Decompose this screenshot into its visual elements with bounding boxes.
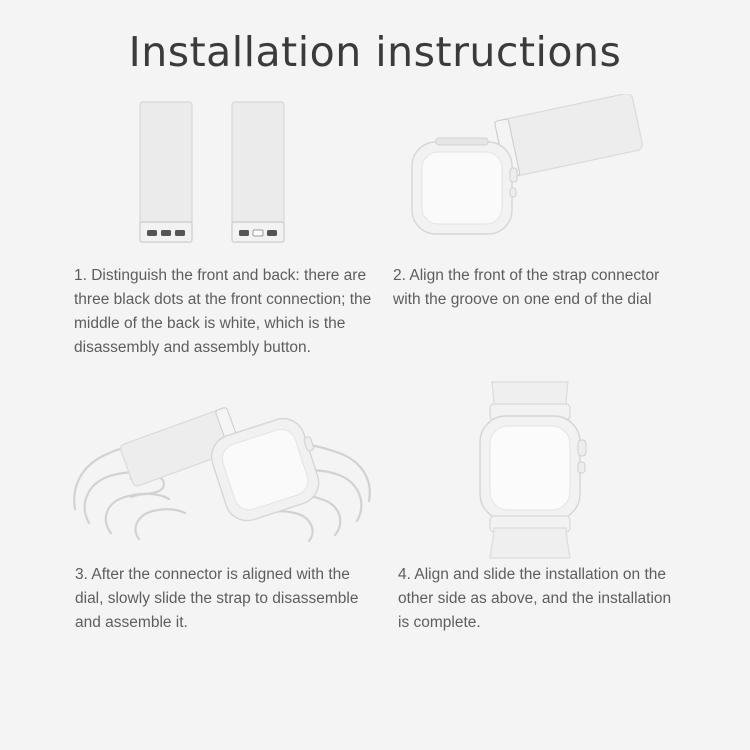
step-1 [66, 94, 378, 360]
step-2-illustration [378, 94, 690, 264]
step-4-illustration [378, 378, 690, 563]
step-4 [378, 378, 690, 635]
hands-sliding-strap-icon [67, 381, 377, 561]
completed-watch-icon [384, 378, 684, 563]
steps-grid [0, 94, 750, 635]
step-3 [66, 378, 378, 635]
two-strap-connector-ends-icon [72, 94, 372, 264]
step-2 [378, 94, 690, 360]
step-3-caption: 3. After the connector is aligned with the dial, slowly slide the strap to disassemble and assemble it. [75, 566, 359, 632]
step-2-caption: 2. Align the front of the strap connector with the groove on one end of the dial [393, 267, 660, 309]
page-title: Installation instructions [128, 28, 622, 76]
step-3-illustration [66, 378, 378, 563]
step-4-caption: 4. Align and slide the installation on the other side as above, and the installation is complete. [398, 566, 672, 632]
step-1-illustration [66, 94, 378, 264]
strap-aligned-with-case-icon [384, 94, 684, 264]
step-1-caption: 1. Distinguish the front and back: there are three black dots at the front connection; the middle of the back is white, which is the disassembly and assembly button. [74, 267, 372, 357]
